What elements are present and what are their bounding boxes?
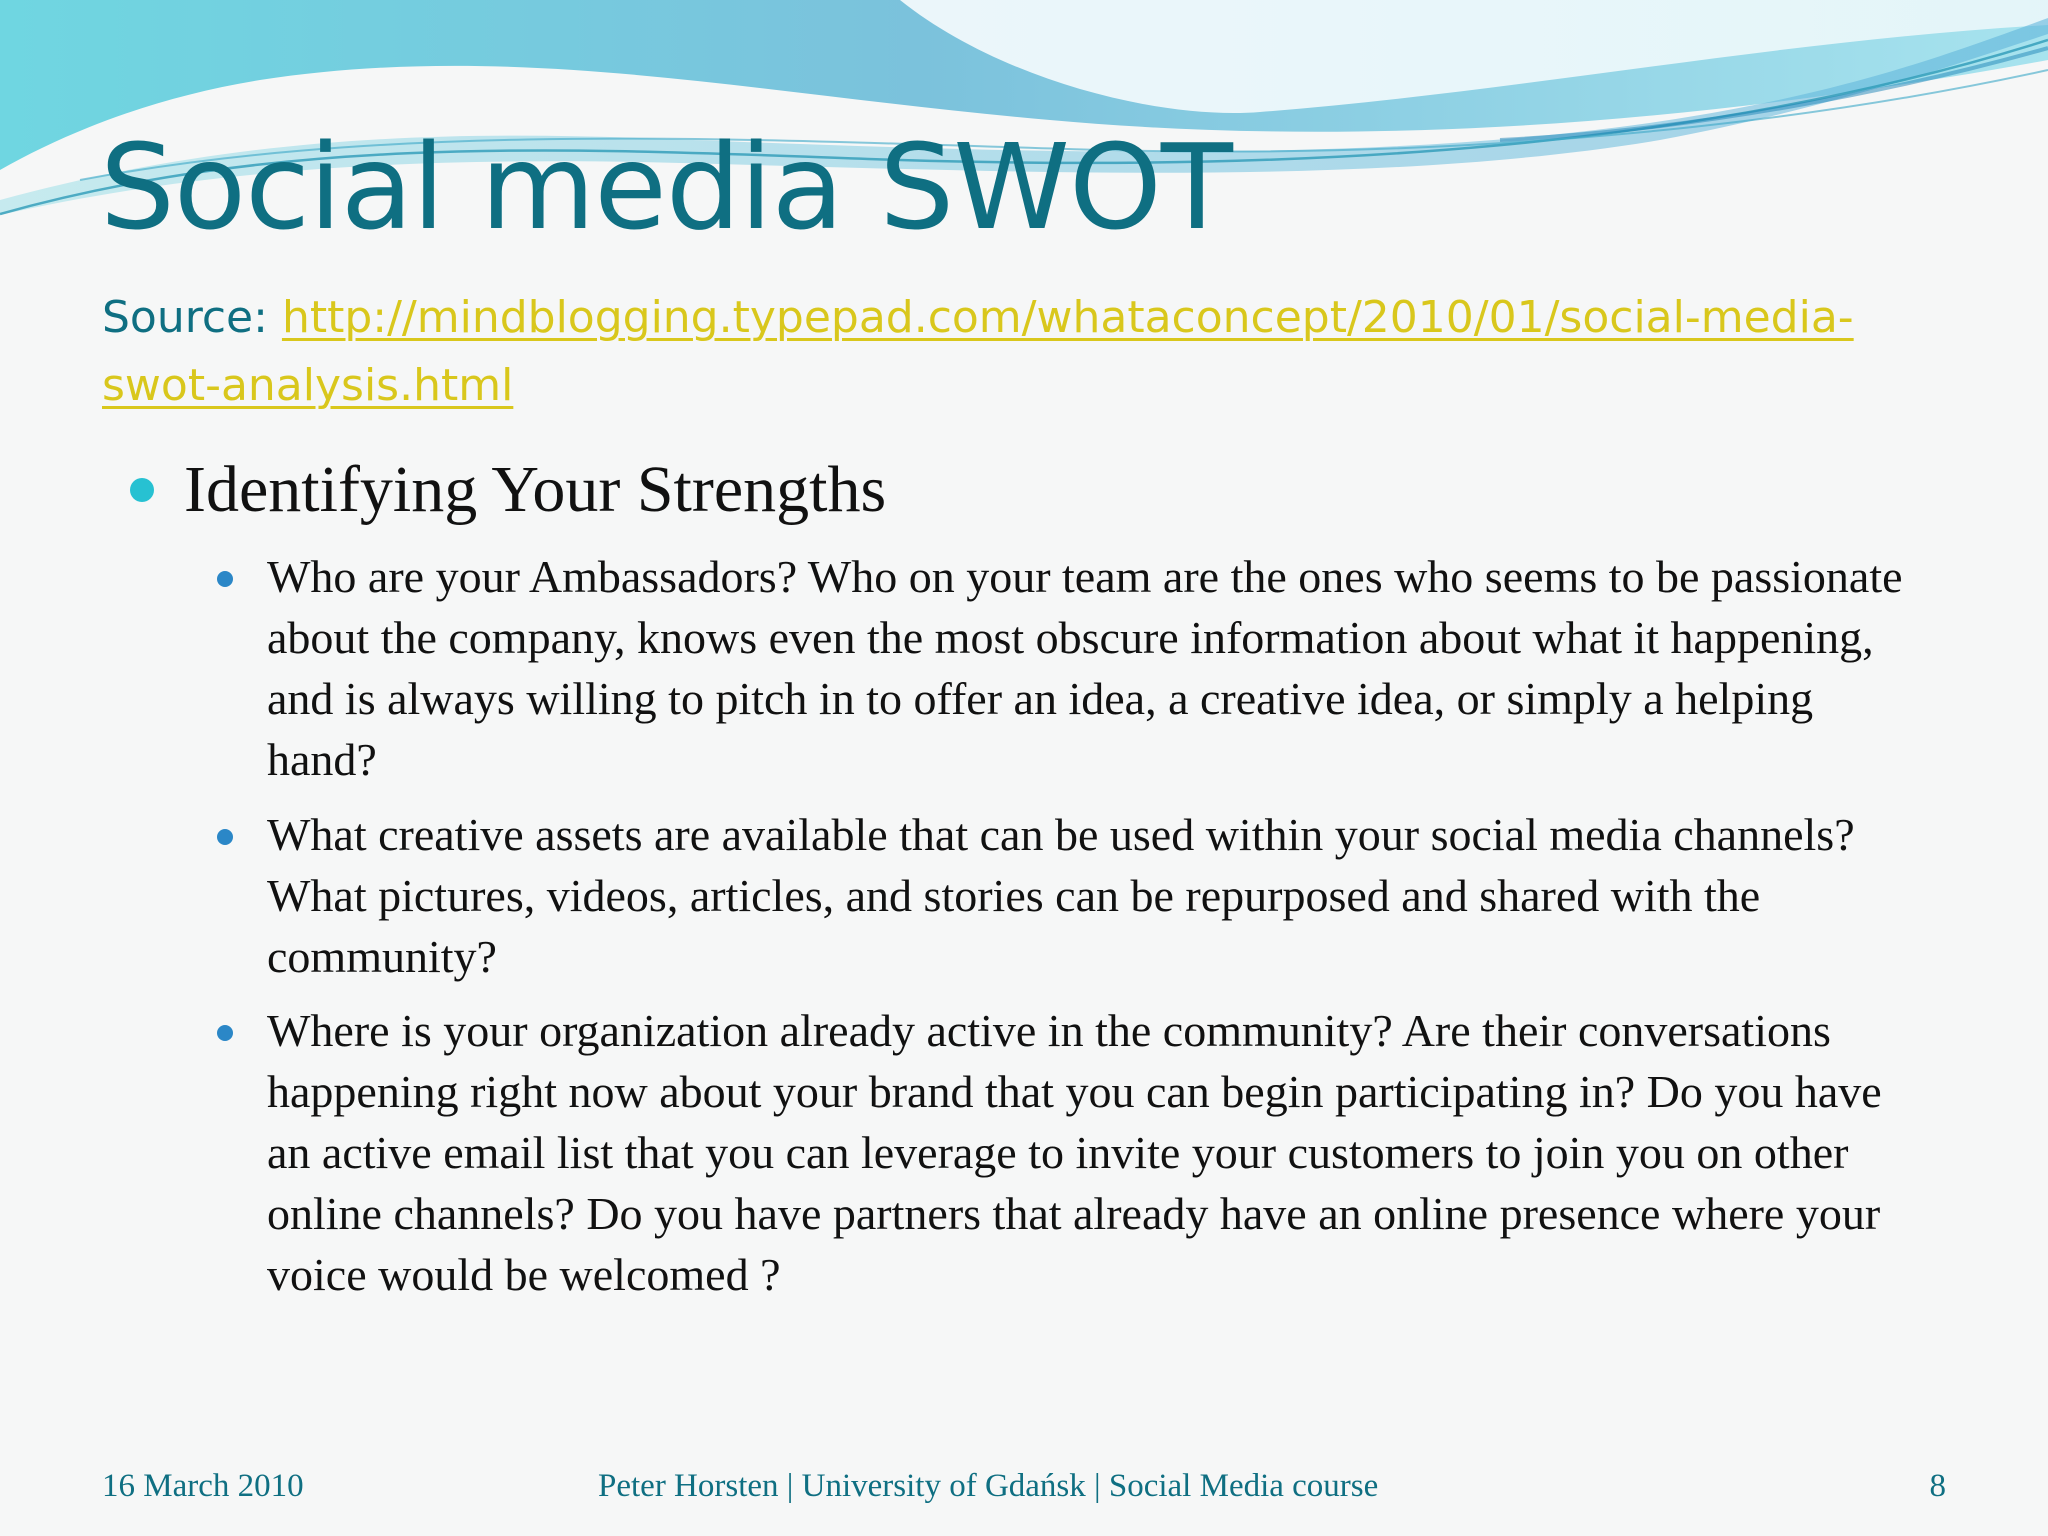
- list-item-text: Who are your Ambassadors? Who on your team are the ones who seems to be passionate about the company, knows even the most obscure information about what it happening, and is always willing to pitch in to offer an idea, a creative idea, or simply a helping hand?: [267, 551, 1903, 785]
- list-item-text: Where is your organization already active in the community? Are their conversations happening right now about your brand that you can begin participating in? Do you have an active email list that you can leverage to invite your customers to join you on other online channels? Do you have partners that already have an online presence where your voice would be welcomed ?: [267, 1005, 1882, 1300]
- section-heading: Identifying Your Strengths: [184, 453, 887, 526]
- bullet-dot-icon: [217, 829, 233, 845]
- slide-title: Social media SWOT: [100, 118, 1232, 256]
- list-item: [267, 1000, 1917, 1305]
- footer-date: 16 March 2010: [102, 1468, 304, 1504]
- source-label: Source:: [102, 292, 282, 343]
- list-item: [267, 804, 1917, 987]
- footer-credit: Peter Horsten | University of Gdańsk | Social Media course: [598, 1468, 1379, 1504]
- page-number: 8: [1929, 1468, 1946, 1504]
- source-link[interactable]: http://mindblogging.typepad.com/whataconcept/2010/01/social-media-swot-analysis.html: [102, 292, 1854, 411]
- bullet-dot-icon: [217, 1025, 233, 1041]
- bullet-dot-icon: [217, 571, 233, 587]
- list-item-text: What creative assets are available that can be used within your social media channels? What pictures, videos, articles, and stories can be repurposed and shared with the community?: [267, 809, 1855, 982]
- list-item: [267, 546, 1917, 790]
- bullet-dot-icon: [130, 478, 154, 502]
